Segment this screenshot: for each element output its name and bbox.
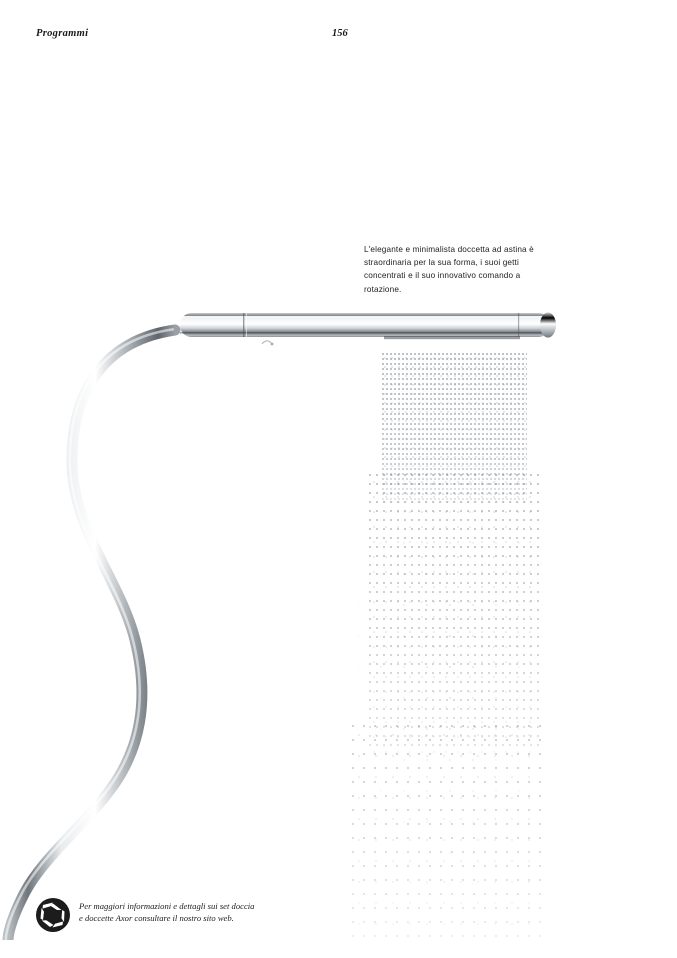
- product-caption-text: L'elegante e minimalista doccetta ad astina è straordinaria per la sua forma, i suoi getti concentrati e il suo innovativo comando a rotazione.: [364, 245, 534, 294]
- wand-end-cap: [540, 312, 556, 337]
- spray-outlet-row: [384, 336, 520, 339]
- header-section-label: Programmi: [36, 28, 89, 39]
- page-number: 156: [332, 28, 348, 39]
- product-caption: [364, 243, 552, 296]
- product-photo: [0, 60, 677, 940]
- footnote: [36, 898, 336, 932]
- shower-wand-body: [180, 312, 556, 345]
- page-header: [0, 28, 677, 46]
- brand-mark-icon: [262, 341, 274, 346]
- aperture-icon: [36, 898, 70, 932]
- footnote-line-1: Per maggiori informazioni e dettagli sui set doccia: [79, 901, 255, 911]
- shower-hose-highlight: [6, 329, 173, 939]
- footnote-line-2: e doccette Axor consultare il nostro sito web.: [79, 913, 234, 924]
- shower-hose: [8, 330, 175, 940]
- shower-hose-and-wand-illustration: [0, 60, 677, 940]
- footnote-text: [79, 898, 254, 925]
